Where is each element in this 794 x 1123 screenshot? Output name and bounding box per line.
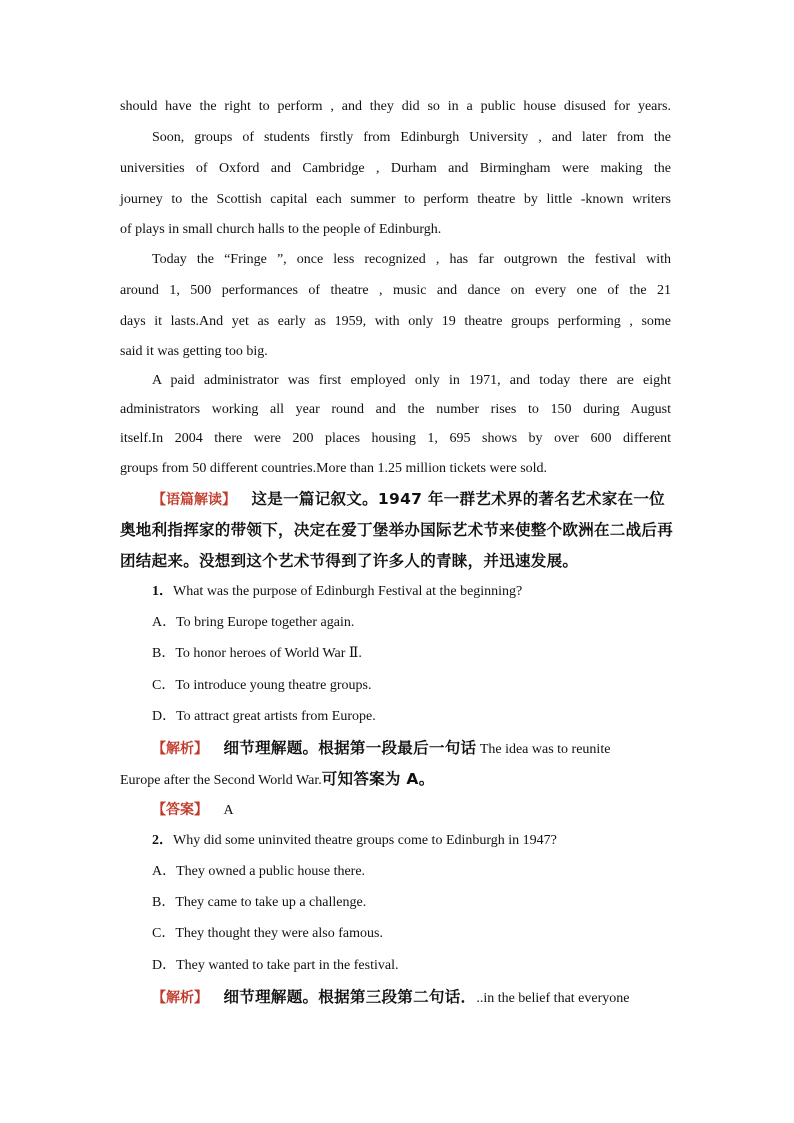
q1-explanation-line [152,738,671,760]
analysis-text: 这是一篇记叙文。1947 年一群艺术界的著名艺术家在一位 [251,490,665,508]
passage-analysis-line [152,489,671,511]
option-c: C．They thought they were also famous. [152,926,383,941]
option-d: D．To attract great artists from Europe. [152,709,376,724]
passage-line: itself.In 2004 there were 200 places housing 1, 695 shows by over 600 different [120,431,671,446]
passage-line: A paid administrator was first employed only in 1971, and today there are eight [152,373,671,388]
passage-line: Soon, groups of students firstly from Edinburgh University , and later from the [152,130,671,145]
passage-line: journey to the Scottish capital each summer to perform theatre by little -known writers [120,192,671,207]
jiexi-text: 细节理解题。根据第三段第二句话． [223,988,477,1006]
jiexi-quote: ..in the belief that everyone [476,991,630,1006]
analysis-tag: 【语篇解读】 [152,492,236,508]
passage-line: groups from 50 different countries.More than 1.25 million tickets were sold. [120,461,548,476]
question-number: 2． [152,833,173,848]
jiexi-tag: 【解析】 [152,990,208,1006]
q1-answer-line [152,800,703,821]
option-c: C．To introduce young theatre groups. [152,678,372,693]
question-number: 1． [152,584,173,599]
q1-explanation-line [120,769,671,791]
option-d: D．They wanted to take part in the festival. [152,958,399,973]
analysis-text: 团结起来。没想到这个艺术节得到了许多人的青睐，并迅速发展。 [120,552,579,570]
passage-line: universities of Oxford and Cambridge , Durham and Birmingham were making the [120,161,671,176]
passage-line: said it was getting too big. [120,344,268,359]
jiexi-quote: The idea was to reunite [476,742,611,757]
option-a: A．To bring Europe together again. [152,615,355,630]
question-text: What was the purpose of Edinburgh Festival at the beginning? [173,584,523,599]
passage-line: days it lasts.And yet as early as 1959, with only 19 theatre groups performing , some [120,314,671,329]
question-1 [152,582,671,602]
answer-value: A [223,803,234,818]
option-b: B．They came to take up a challenge. [152,895,367,910]
q2-explanation-line [152,987,671,1009]
passage-line: of plays in small church halls to the people of Edinburgh. [120,222,442,237]
passage-line: Today the “Fringe ”, once less recognized , has far outgrown the festival with [152,252,671,267]
jiexi-tag: 【解析】 [152,741,208,757]
passage-line: should have the right to perform , and they did so in a public house disused for years. [120,99,671,114]
answer-tag: 【答案】 [152,802,208,818]
option-a: A．They owned a public house there. [152,864,366,879]
passage-line: around 1, 500 performances of theatre , music and dance on every one of the 21 [120,283,671,298]
question-text: Why did some uninvited theatre groups come to Edinburgh in 1947? [173,833,557,848]
jiexi-text: 可知答案为 A。 [321,770,435,788]
option-b: B．To honor heroes of World War Ⅱ. [152,646,362,661]
jiexi-text: 细节理解题。根据第一段最后一句话 [223,739,477,757]
analysis-text: 奥地利指挥家的带领下，决定在爱丁堡举办国际艺术节来使整个欧洲在二战后再 [120,521,674,539]
passage-line: administrators working all year round and the number rises to 150 during August [120,402,671,417]
question-2 [152,831,671,851]
jiexi-quote: Europe after the Second World War. [120,773,322,788]
